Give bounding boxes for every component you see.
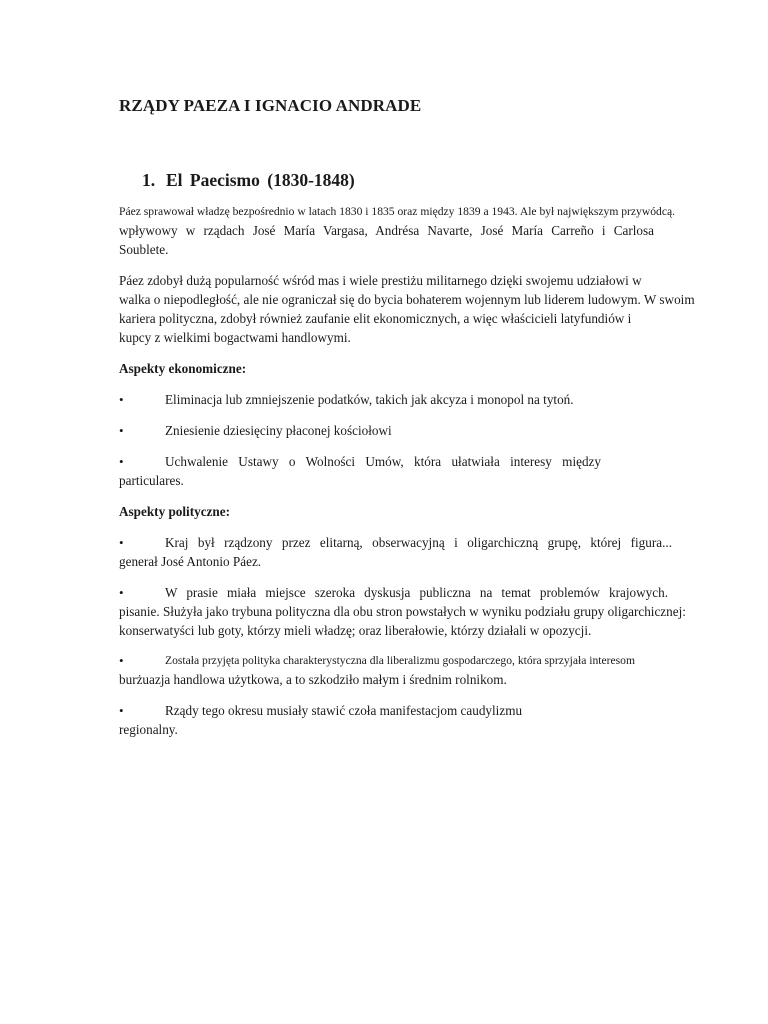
political-item-3-line-2: burżuazja handlowa użytkowa, a to szkodziło małym i średnim rolnikom.	[119, 672, 507, 687]
para2-line-4: kupcy z wielkimi bogactwami handlowymi.	[119, 330, 351, 345]
political-item-1-line-1: Kraj był rządzony przez elitarną, obserwacyjną i oligarchiczną grupę, której figura...	[165, 535, 672, 550]
intro-line-1: Páez sprawował władzę bezpośrednio w latach 1830 i 1835 oraz między 1839 a 1943. Ale był największym przywódcą.	[119, 205, 676, 218]
intro-line-2: wpływowy w rządach José María Vargasa, Andrésa Navarte, José María Carreño i Carlosa	[119, 223, 654, 238]
economic-item-2: Zniesienie dziesięciny płaconej kościołowi	[165, 423, 392, 438]
bullet-icon: •	[119, 585, 124, 600]
political-item-3-line-1: Została przyjęta polityka charakterystyczna dla liberalizmu gospodarczego, która sprzyjała interesom	[165, 654, 635, 667]
document-title: RZĄDY PAEZA I IGNACIO ANDRADE	[119, 96, 422, 115]
political-item-2-line-3: konserwatyści lub goty, którzy mieli władzę; oraz liberałowie, którzy działali w opozycji.	[119, 623, 592, 638]
section-heading: El Paecismo (1830-1848)	[166, 170, 355, 190]
section-number: 1.	[142, 170, 156, 190]
bullet-icon: •	[119, 423, 124, 438]
bullet-icon: •	[119, 454, 124, 469]
para2-line-2: walka o niepodległość, ale nie ograniczał się do bycia bohaterem wojennym lub liderem ludowym. W swoim	[119, 292, 695, 307]
para2-line-1: Páez zdobył dużą popularność wśród mas i wiele prestiżu militarnego dzięki swojemu udziałowi w	[119, 273, 642, 288]
political-item-2-line-2: pisanie. Służyła jako trybuna polityczna dla obu stron powstałych w wyniku podziału grupy oligarchicznej:	[119, 604, 686, 619]
economic-item-1: Eliminacja lub zmniejszenie podatków, takich jak akcyza i monopol na tytoń.	[165, 392, 574, 407]
bullet-icon: •	[119, 653, 124, 668]
political-item-4-line-1: Rządy tego okresu musiały stawić czoła manifestacjom caudylizmu	[165, 703, 523, 718]
bullet-icon: •	[119, 703, 124, 718]
political-item-1-line-2: generał José Antonio Páez.	[119, 554, 262, 569]
political-item-4-line-2: regionalny.	[119, 722, 178, 737]
para2-line-3: kariera polityczna, zdobył również zaufanie elit ekonomicznych, a więc właścicieli latyfundiów i	[119, 311, 632, 326]
bullet-icon: •	[119, 392, 124, 407]
political-heading: Aspekty polityczne:	[119, 504, 230, 519]
political-item-2-line-1: W prasie miała miejsce szeroka dyskusja publiczna na temat problemów krajowych.	[165, 585, 668, 600]
economic-heading: Aspekty ekonomiczne:	[119, 361, 247, 376]
economic-item-3-line-2: particulares.	[119, 473, 184, 488]
intro-line-3: Soublete.	[119, 242, 169, 257]
economic-item-3-line-1: Uchwalenie Ustawy o Wolności Umów, która ułatwiała interesy między	[165, 454, 601, 469]
bullet-icon: •	[119, 535, 124, 550]
